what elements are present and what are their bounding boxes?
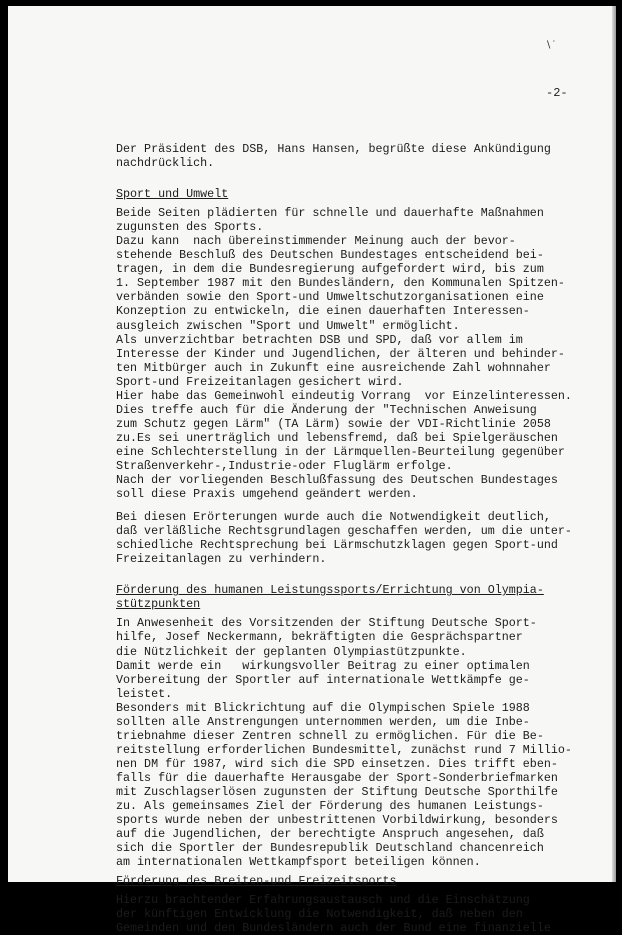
- text-line: eine Schlechterstellung in der Lärmquellen-Beurteilung gegenüber: [116, 444, 565, 459]
- text-line: nachdrücklich.: [116, 156, 215, 171]
- text-line: zum Schutz gegen Lärm" (TA Lärm) sowie der VDI-Richtlinie 2058: [116, 416, 551, 431]
- text-line: zu. Als gemeinsames Ziel der Förderung des humanen Leistungs-: [116, 799, 544, 814]
- text-line: Bei diesen Erörterungen wurde auch die Notwendigkeit deutlich,: [116, 510, 551, 525]
- text-line: sich die Sportler der Bundesrepublik Deutschland chancenreich: [116, 841, 544, 856]
- text-line: In Anwesenheit des Vorsitzenden der Stiftung Deutsche Sport-: [116, 616, 537, 631]
- text-line: tragen, in dem die Bundesregierung aufgefordert wird, bis zum: [116, 262, 544, 277]
- text-line: verbänden sowie den Sport-und Umweltschutzorganisationen eine: [116, 290, 544, 305]
- text-line: Damit werde ein wirkungsvoller Beitrag zu einer optimalen: [116, 658, 530, 673]
- text-line: Nach der vorliegenden Beschlußfassung des Deutschen Bundestages: [116, 473, 558, 488]
- text-line: Als unverzichtbar betrachten DSB und SPD, daß vor allem im: [116, 332, 523, 347]
- section-heading: [116, 187, 576, 201]
- text-line: Der Präsident des DSB, Hans Hansen, begrüßte diese Ankündigung: [116, 142, 551, 156]
- text-line: Straßenverkehr-,Industrie-oder Fluglärm erfolge.: [116, 458, 453, 473]
- text-line: schiedliche Rechtsprechung bei Lärmschutzklagen gegen Sport-und: [116, 538, 558, 553]
- text-line: Dazu kann nach übereinstimmender Meinung auch der bevor-: [116, 234, 516, 249]
- text-line: Beide Seiten plädierten für schnelle und dauerhafte Maßnahmen: [116, 206, 544, 221]
- heading-line: Sport und Umwelt: [116, 187, 229, 202]
- text-line: auf die Jugendlichen, der berechtigte Anspruch angesehen, daß: [116, 827, 544, 842]
- text-line: Besonders mit Blickrichtung auf die Olympischen Spiele 1988: [116, 700, 530, 715]
- text-line: Dies treffe auch für die Änderung der "Technischen Anweisung: [116, 402, 537, 417]
- pen-mark: ∖˙: [545, 40, 557, 51]
- text-line: leistet.: [116, 686, 173, 701]
- text-line: falls für die dauerhafte Herausgabe der Sport-Sonderbriefmarken: [116, 770, 558, 785]
- text-line: hilfe, Josef Neckermann, bekräftigten die Gesprächspartner: [116, 630, 523, 645]
- text-line: Sport-und Freizeitanlagen gesichert wird.: [116, 374, 404, 389]
- text-line: zu.Es sei unerträglich und lebensfremd, daß bei Spielgeräuschen: [116, 430, 558, 445]
- page-edge-shadow: [612, 6, 616, 882]
- text-line: reitstellung erforderlichen Bundesmittel, zunächst rund 7 Millio-: [116, 742, 572, 757]
- paragraph: [116, 510, 576, 566]
- paragraph: [116, 893, 576, 935]
- text-line: ausgleich zwischen "Sport und Umwelt" ermöglicht.: [116, 318, 460, 333]
- text-line: nen DM für 1987, wird sich die SPD einsetzen. Dies trifft eben-: [116, 756, 558, 771]
- text-line: der künftigen Entwicklung die Notwendigkeit, daß neben den: [116, 907, 523, 922]
- heading-line: Förderung des Breiten-und Freizeitsports: [116, 874, 397, 889]
- text-line: Hier habe das Gemeinwohl eindeutig Vorrang vor Einzelinteressen.: [116, 388, 572, 403]
- document-body: [116, 142, 576, 935]
- text-line: sports wurde neben der unbestrittenen Vorbildwirkung, besonders: [116, 813, 558, 828]
- text-line: Hierzu brachtender Erfahrungsaustausch und die Einschätzung: [116, 893, 530, 908]
- text-line: mit Zuschlagserlösen zugunsten der Stiftung Deutsche Sporthilfe: [116, 784, 558, 799]
- page-number: -2-: [546, 86, 568, 100]
- section-heading: [116, 583, 576, 611]
- text-line: Konzeption zu entwickeln, die einen dauerhaften Interessen-: [116, 304, 530, 319]
- text-line: am internationalen Wettkampfsport beteiligen können.: [116, 855, 481, 870]
- text-line: daß verläßliche Rechtsgrundlagen geschaffen werden, um die unter-: [116, 524, 572, 539]
- text-line: soll diese Praxis umgehend geändert werden.: [116, 487, 418, 502]
- text-line: ten Mitbürger auch in Zukunft eine ausreichende Zahl wohnnaher: [116, 360, 551, 375]
- paragraph: [116, 142, 576, 170]
- document-page: [8, 6, 616, 935]
- text-line: triebnahme dieser Zentren schnell zu ermöglichen. Für die Be-: [116, 728, 544, 743]
- text-line: Vorbereitung der Sportler auf internationale Wettkämpfe ge-: [116, 672, 530, 687]
- text-line: 1. September 1987 mit den Bundesländern, den Kommunalen Spitzen-: [116, 276, 565, 291]
- heading-line: Förderung des humanen Leistungssports/Errichtung von Olympia-: [116, 583, 544, 598]
- text-line: Freizeitanlagen zu verhindern.: [116, 552, 327, 567]
- paragraph: [116, 206, 576, 501]
- paragraph: [116, 616, 576, 869]
- heading-line: stützpunkten: [116, 597, 201, 612]
- text-line: zugunsten des Sports.: [116, 220, 264, 235]
- text-line: Gemeinden und den Bundesländern auch der Bund eine finanzielle: [116, 921, 551, 935]
- text-line: stehende Beschluß des Deutschen Bundestages entscheidend bei-: [116, 248, 544, 263]
- text-line: sollten alle Anstrengungen unternommen werden, um die Inbe-: [116, 714, 530, 729]
- text-line: Interesse der Kinder und Jugendlichen, der älteren und behinder-: [116, 346, 565, 361]
- section-heading: [116, 874, 576, 888]
- text-line: die Nützlichkeit der geplanten Olympiastützpunkte.: [116, 644, 467, 659]
